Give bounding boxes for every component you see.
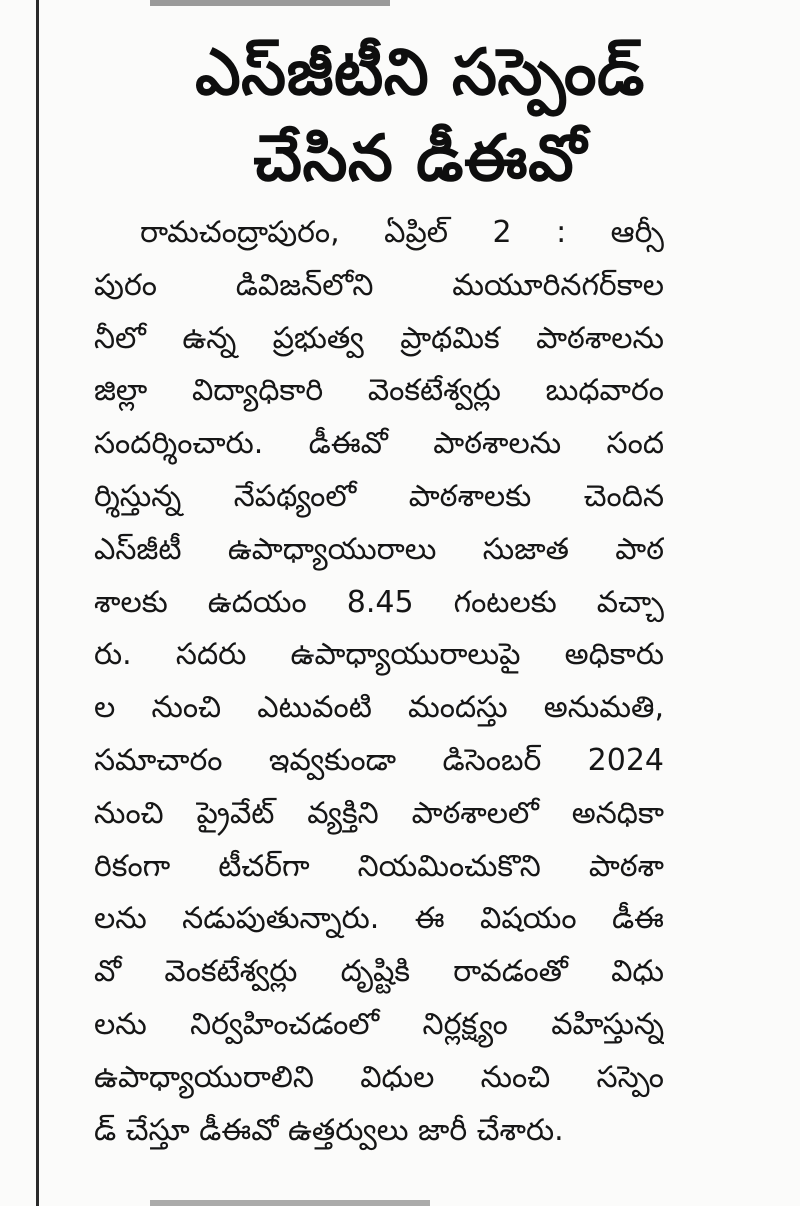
- article-line: రామచంద్రాపురం, ఏప్రిల్ 2 : ఆర్సీ: [140, 215, 664, 250]
- article-line: ఉపాధ్యాయురాలిని విధుల నుంచి సస్పెం: [94, 1059, 664, 1095]
- previous-article-fragment: [150, 0, 390, 6]
- article-line: నీలో ఉన్న ప్రభుత్వ ప్రాథమిక పాఠశాలను: [94, 320, 664, 356]
- article-line: ల నుంచి ఎటువంటి మందస్తు అనుమతి,: [94, 690, 664, 726]
- article-line: వో వెంకటేశ్వర్లు దృష్టికి రావడంతో విధు: [94, 954, 664, 990]
- article-line: లను నడుపుతున్నారు. ఈ విషయం డీఈ: [94, 901, 664, 937]
- headline-line-2: చేసిన డీఈవో: [253, 122, 587, 196]
- article-line: సమాచారం ఇవ్వకుండా డిసెంబర్ 2024: [94, 742, 664, 778]
- article-body: [94, 207, 664, 1157]
- headline-line-1: ఎస్‌జీటీని సస్పెండ్: [195, 36, 645, 110]
- article-line: ఎస్‌జీటీ ఉపాధ్యాయురాలు సుజాత పాఠ: [94, 531, 664, 567]
- next-article-fragment: [150, 1200, 430, 1206]
- article-line: నుంచి ప్రైవేట్ వ్యక్తిని పాఠశాలలో అనధికా: [94, 795, 664, 831]
- article-line: రికంగా టీచర్‌గా నియమించుకొని పాఠశా: [94, 848, 664, 884]
- article-line: ర్శిస్తున్న నేపథ్యంలో పాఠశాలకు చెందిన: [94, 478, 664, 514]
- article-line: రు. సదరు ఉపాధ్యాయురాలుపై అధికారు: [94, 637, 664, 673]
- article-line: శాలకు ఉదయం 8.45 గంటలకు వచ్చా: [94, 584, 664, 620]
- column-divider: [36, 0, 39, 1206]
- article-line: జిల్లా విద్యాధికారి వెంకటేశ్వర్లు బుధవారం: [94, 373, 664, 409]
- article-line: సందర్శించారు. డీఈవో పాఠశాలను సంద: [94, 426, 664, 462]
- article-line: డ్ చేస్తూ డీఈవో ఉత్తర్వులు జారీ చేశారు.: [94, 1112, 564, 1148]
- headline: [60, 30, 780, 202]
- article-line: పురం డివిజన్‌లోని మయూరినగర్‌కాల: [94, 267, 664, 303]
- article-line: లను నిర్వహించడంలో నిర్లక్ష్యం వహిస్తున్న: [94, 1006, 664, 1042]
